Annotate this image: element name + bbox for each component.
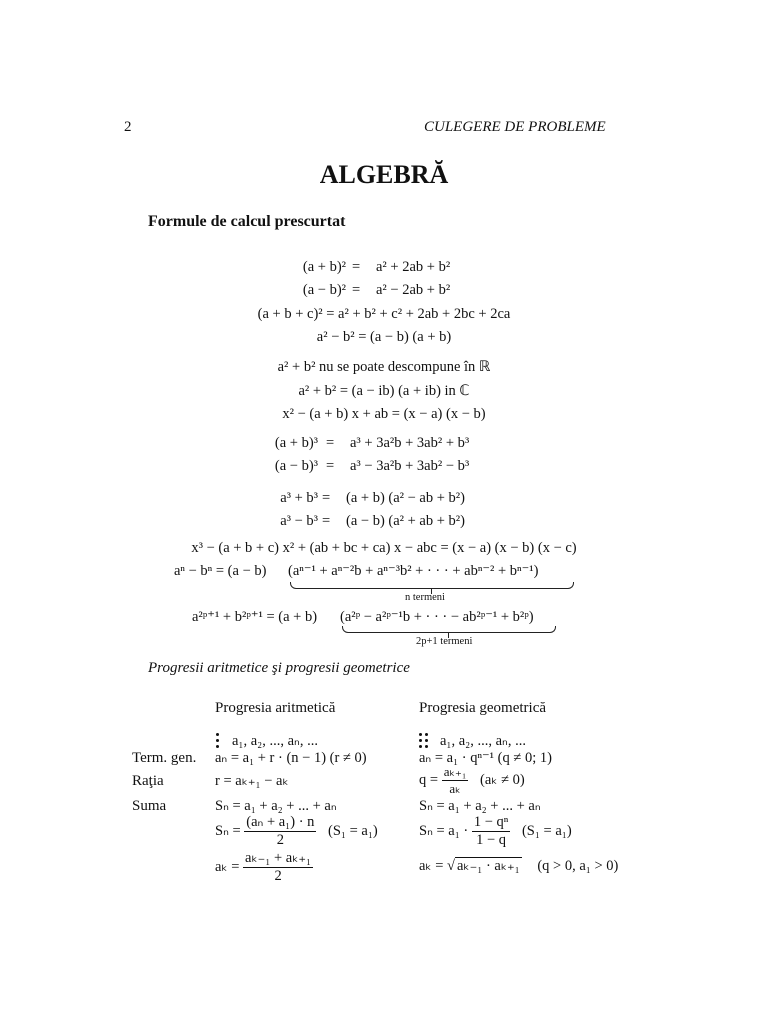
arithmetic-middle-term-lhs: aₖ = xyxy=(215,858,240,875)
formula-cubic-factor: x³ − (a + b + c) x² + (ab + bc + ca) x − abc = (x − a) (x − b) (x − c) xyxy=(191,540,577,556)
formula-rhs: (a − b) (a² + ab + b²) xyxy=(346,513,465,529)
arithmetic-progression-symbol xyxy=(215,733,223,749)
arithmetic-sum-formula xyxy=(215,814,378,849)
formula-difference-squares: a² − b² = (a − b) (a + b) xyxy=(316,329,452,345)
arithmetic-sum-condition: (S₁ = a₁) xyxy=(328,822,378,839)
formula-lhs: (a + b)² xyxy=(302,259,346,275)
formula-rhs: (a + b) (a² − ab + b²) xyxy=(346,490,465,506)
geometric-sum-condition: (S₁ = a₁) xyxy=(521,822,572,839)
fraction-denominator: aₖ xyxy=(449,781,461,796)
underbrace xyxy=(290,582,574,589)
section-heading-progressions: Progresii aritmetice şi progresii geometrice xyxy=(148,660,410,676)
fraction-numerator: aₖ₊₁ xyxy=(443,764,467,779)
formula-power-difference-rhs: (aⁿ⁻¹ + aⁿ⁻²b + aⁿ⁻³b² + · · · + abⁿ⁻² + bⁿ⁻¹) xyxy=(288,563,539,579)
geometric-middle-term-radicand: aₖ₋₁ · aₖ₊₁ xyxy=(457,858,520,874)
formula-lhs: (a − b)³ xyxy=(274,458,318,474)
geometric-middle-term xyxy=(419,858,618,875)
arithmetic-sum-fraction xyxy=(244,814,316,849)
geometric-progression-symbol xyxy=(419,733,431,749)
geometric-ratio xyxy=(419,764,525,797)
row-label-ratio: Raţia xyxy=(132,773,164,789)
formula-rhs: a³ − 3a²b + 3ab² − b³ xyxy=(350,458,470,474)
formula-quadratic-factor: x² − (a + b) x + ab = (x − a) (x − b) xyxy=(282,406,486,422)
underbrace-note: 2p+1 termeni xyxy=(416,636,473,647)
arithmetic-middle-term-fraction xyxy=(243,850,313,885)
formula-equals: = xyxy=(322,490,331,506)
geometric-general-term: aₙ = a₁ · qⁿ⁻¹ (q ≠ 0; 1) xyxy=(419,750,552,766)
page-title: ALGEBRĂ xyxy=(319,160,449,189)
fraction-numerator: aₖ₋₁ + aₖ₊₁ xyxy=(245,850,312,866)
geometric-sum-fraction xyxy=(472,814,511,849)
formula-square-trinomial: (a + b + c)² = a² + b² + c² + 2ab + 2bc + 2ca xyxy=(257,306,511,322)
row-label-general-term: Term. gen. xyxy=(132,750,197,766)
fraction-denominator: 1 − q xyxy=(476,832,507,848)
formula-equals: = xyxy=(326,435,335,451)
column-header-arithmetic: Progresia aritmetică xyxy=(215,700,336,716)
geometric-ratio-fraction xyxy=(442,764,469,797)
geometric-sum-formula-lhs: Sₙ = a₁ · xyxy=(419,822,469,839)
section-heading-formulas: Formule de calcul prescurtat xyxy=(148,213,346,230)
formula-odd-power-sum-rhs: (a²ᵖ − a²ᵖ⁻¹b + · · · − ab²ᵖ⁻¹ + b²ᵖ) xyxy=(340,609,534,625)
arithmetic-middle-term xyxy=(215,850,313,885)
formula-equals: = xyxy=(322,513,331,529)
formula-sum-squares-complex: a² + b² = (a − ib) (a + ib) in ℂ xyxy=(298,383,470,399)
formula-equals: = xyxy=(352,282,361,298)
arithmetic-general-term: aₙ = a₁ + r · (n − 1) (r ≠ 0) xyxy=(215,750,367,766)
arithmetic-sum: Sₙ = a₁ + a₂ + ... + aₙ xyxy=(215,798,337,814)
geometric-ratio-condition: (aₖ ≠ 0) xyxy=(480,771,525,788)
formula-lhs: a³ − b³ xyxy=(280,513,318,529)
fraction-denominator: 2 xyxy=(274,868,282,884)
page-number: 2 xyxy=(124,119,132,135)
row-label-sum: Suma xyxy=(132,798,167,814)
geometric-sum: Sₙ = a₁ + a₂ + ... + aₙ xyxy=(419,798,541,814)
geometric-sequence: a₁, a₂, ..., aₙ, ... xyxy=(440,733,526,749)
geometric-middle-term-condition: (q > 0, a₁ > 0) xyxy=(537,858,619,874)
formula-lhs: a³ + b³ xyxy=(280,490,318,506)
formula-power-difference-lhs: aⁿ − bⁿ = (a − b) xyxy=(174,563,267,579)
underbrace-note: n termeni xyxy=(405,592,445,603)
geometric-sum-formula xyxy=(419,814,572,849)
running-title: CULEGERE DE PROBLEME xyxy=(424,119,606,135)
fraction-denominator: 2 xyxy=(276,832,284,848)
geometric-middle-term-lhs: aₖ = √ xyxy=(419,858,455,874)
geometric-ratio-lhs: q = xyxy=(419,771,439,788)
formula-rhs: a³ + 3a²b + 3ab² + b³ xyxy=(350,435,470,451)
underbrace xyxy=(342,626,556,633)
formula-sum-squares-real: a² + b² nu se poate descompune în ℝ xyxy=(277,359,491,375)
arithmetic-sequence: a₁, a₂, ..., aₙ, ... xyxy=(232,733,318,749)
formula-lhs: (a − b)² xyxy=(302,282,346,298)
arithmetic-ratio: r = aₖ₊₁ − aₖ xyxy=(215,773,289,789)
formula-rhs: a² + 2ab + b² xyxy=(376,259,451,275)
formula-rhs: a² − 2ab + b² xyxy=(376,282,451,298)
arithmetic-sum-formula-lhs: Sₙ = xyxy=(215,822,241,839)
fraction-numerator: 1 − qⁿ xyxy=(473,814,509,830)
formula-lhs: (a + b)³ xyxy=(274,435,318,451)
formula-equals: = xyxy=(326,458,335,474)
formula-equals: = xyxy=(352,259,361,275)
formula-odd-power-sum-lhs: a²ᵖ⁺¹ + b²ᵖ⁺¹ = (a + b) xyxy=(192,609,318,625)
column-header-geometric: Progresia geometrică xyxy=(419,700,547,716)
fraction-numerator: (aₙ + a₁) · n xyxy=(246,814,315,830)
